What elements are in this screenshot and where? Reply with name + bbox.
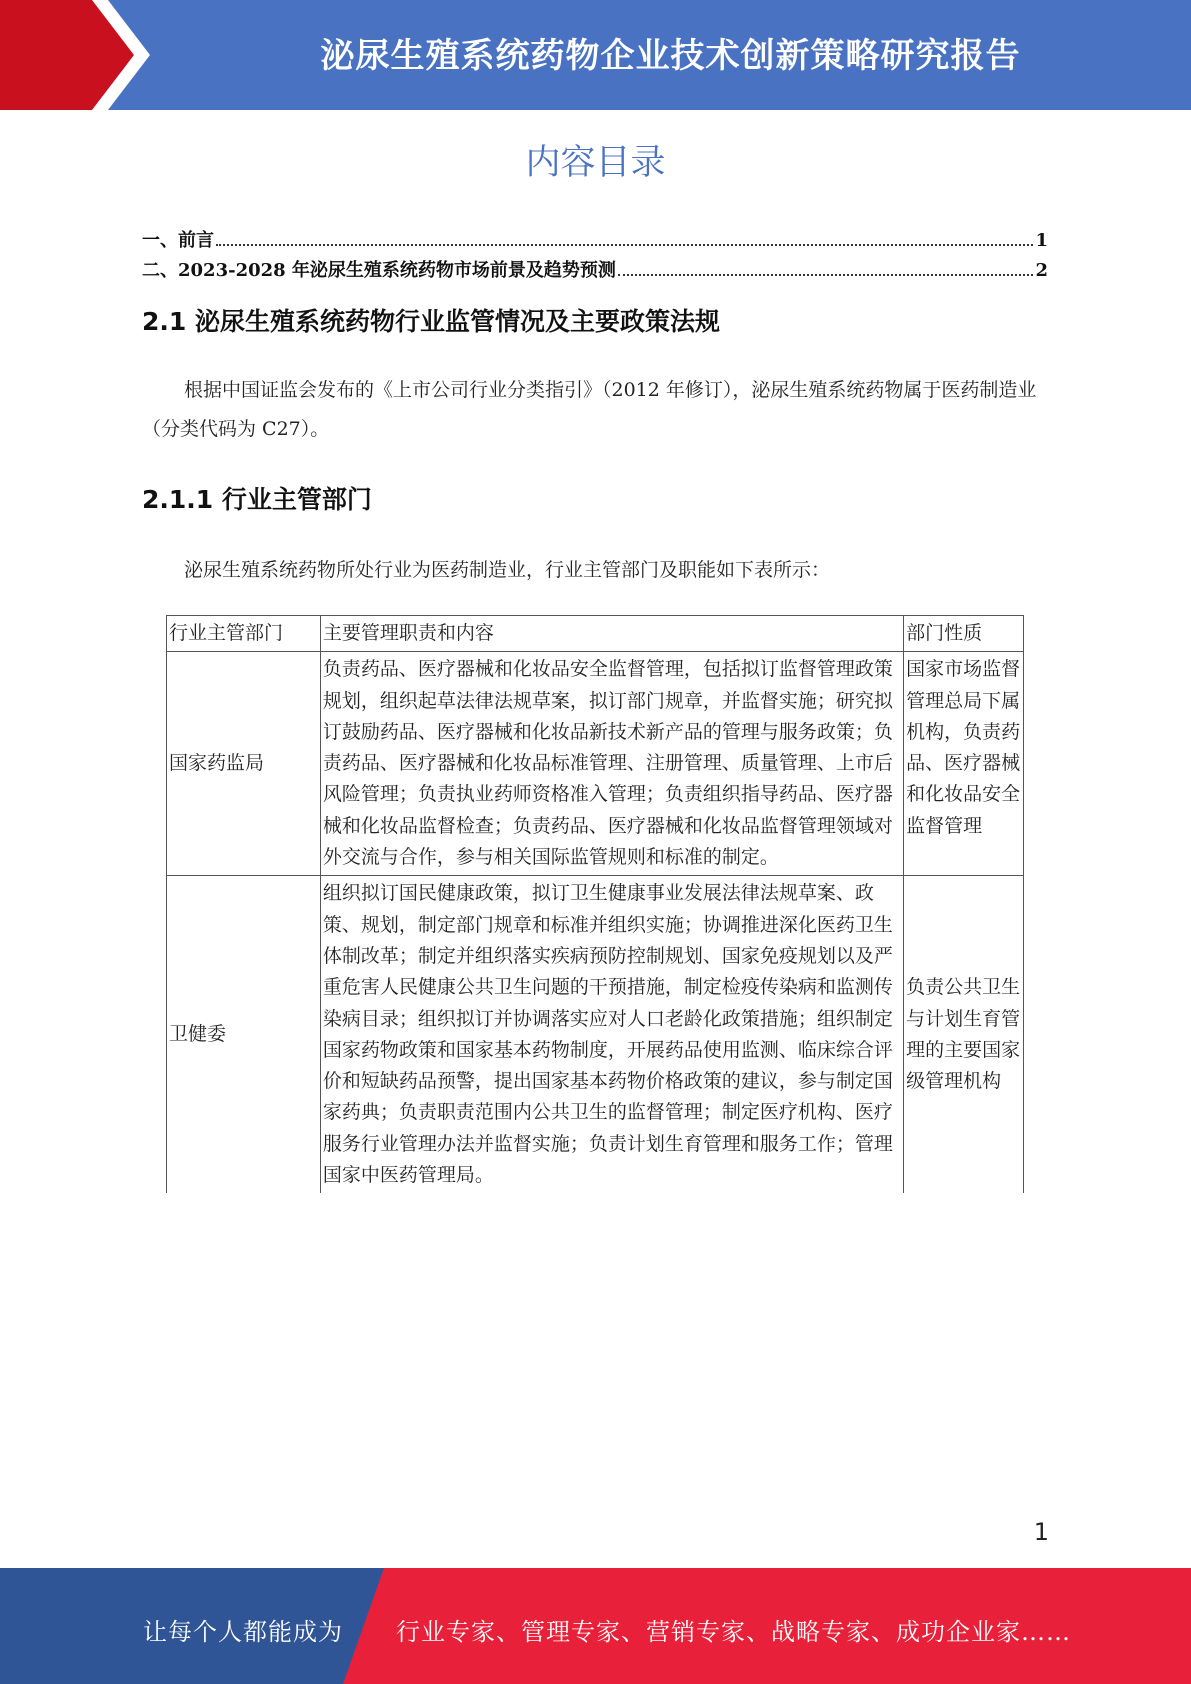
toc-entry[interactable] — [142, 226, 1048, 252]
table-cell-duties: 组织拟订国民健康政策，拟订卫生健康事业发展法律法规草案、政策、规划，制定部门规章和标准并组织实施；协调推进深化医药卫生体制改革；制定并组织落实疾病预防控制规划、国家免疫规划以及严重危害人民健康公共卫生问题的干预措施，制定检疫传染病和监测传染病目录；组织拟订并协调落实应对人口老龄化政策措施；组织制定国家药物政策和国家基本药物制度，开展药品使用监测、临床综合评价和短缺药品预警，提出国家基本药物价格政策的建议，参与制定国家药典；负责职责范围内公共卫生的监督管理；制定医疗机构、医疗服务行业管理办法并监督实施；负责计划生育管理和服务工作；管理国家中医药管理局。 — [320, 876, 903, 1193]
toc-leader-dots — [216, 243, 1033, 246]
section-heading-2-1: 2.1 泌尿生殖系统药物行业监管情况及主要政策法规 — [142, 307, 720, 336]
table-header-cell: 主要管理职责和内容 — [320, 616, 903, 652]
toc-entry-label: 二、2023-2028 年泌尿生殖系统药物市场前景及趋势预测 — [142, 260, 616, 281]
table-cell-nature: 国家市场监督管理总局下属机构，负责药品、医疗器械和化妆品安全监督管理 — [904, 652, 1024, 876]
table-header-cell: 部门性质 — [904, 616, 1024, 652]
table-cell-nature: 负责公共卫生与计划生育管理的主要国家级管理机构 — [904, 876, 1024, 1193]
toc-entry-page: 1 — [1035, 230, 1048, 251]
toc-entry[interactable] — [142, 256, 1048, 282]
section-2-1-1-paragraph: 泌尿生殖系统药物所处行业为医药制造业，行业主管部门及职能如下表所示： — [184, 559, 831, 581]
report-title: 泌尿生殖系统药物企业技术创新策略研究报告 — [320, 36, 1021, 76]
footer-slogan-right: 行业专家、管理专家、营销专家、战略专家、成功企业家…… — [396, 1618, 1071, 1646]
toc-title: 内容目录 — [525, 143, 666, 183]
section-heading-2-1-1: 2.1.1 行业主管部门 — [142, 485, 372, 514]
toc-leader-dots — [618, 273, 1034, 276]
toc-entry-page: 2 — [1035, 260, 1048, 281]
toc-entry-label: 一、前言 — [142, 230, 214, 251]
table-header-cell: 行业主管部门 — [167, 616, 321, 652]
page-number: 1 — [1033, 1518, 1049, 1546]
department-table — [166, 615, 1024, 1193]
table-cell-duties: 负责药品、医疗器械和化妆品安全监督管理，包括拟订监督管理政策规划，组织起草法律法规草案，拟订部门规章，并监督实施；研究拟订鼓励药品、医疗器械和化妆品新技术新产品的管理与服务政策；负责药品、医疗器械和化妆品标准管理、注册管理、质量管理、上市后风险管理；负责执业药师资格准入管理；负责组织指导药品、医疗器械和化妆品监督检查；负责药品、医疗器械和化妆品监督管理领域对外交流与合作，参与相关国际监管规则和标准的制定。 — [320, 652, 903, 876]
table-header-row — [167, 616, 1024, 652]
table-cell-dept: 卫健委 — [167, 876, 321, 1193]
header-banner — [0, 0, 1191, 110]
table-row — [167, 876, 1024, 1193]
table-cell-dept: 国家药监局 — [167, 652, 321, 876]
section-2-1-paragraph: 根据中国证监会发布的《上市公司行业分类指引》（2012 年修订），泌尿生殖系统药物属于医药制造业（分类代码为 C27）。 — [142, 379, 1037, 440]
table-row — [167, 652, 1024, 876]
footer-slogan-left: 让每个人都能成为 — [143, 1618, 343, 1646]
